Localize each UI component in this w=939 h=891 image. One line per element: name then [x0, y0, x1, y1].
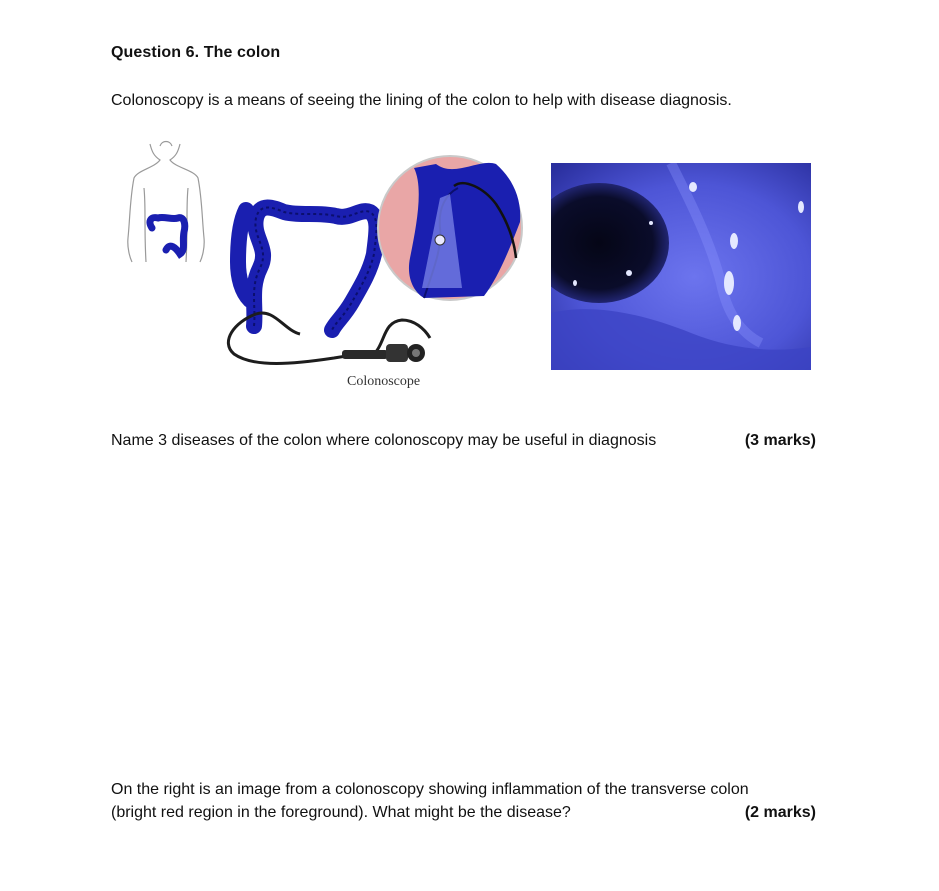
part-b-line2: (bright red region in the foreground). What might be the disease? [111, 804, 571, 821]
answer-space[interactable] [111, 462, 816, 762]
colonoscope-label: Colonoscope [347, 374, 421, 389]
question-intro: Colonoscopy is a means of seeing the lining of the colon to help with disease diagnosis. [111, 92, 732, 109]
colonoscopy-illustration [124, 138, 534, 398]
part-b-row [111, 781, 816, 827]
part-b-marks: (2 marks) [744, 804, 816, 821]
large-colon-shape [238, 208, 377, 331]
question-title: Question 6. The colon [111, 44, 281, 61]
endoscopy-image [551, 163, 811, 370]
part-a-marks: (3 marks) [744, 432, 816, 449]
part-a-row [111, 432, 816, 454]
small-colon-shape [150, 217, 185, 254]
colon-inset-magnified [378, 156, 522, 300]
part-a-text: Name 3 diseases of the colon where colonoscopy may be useful in diagnosis [111, 432, 657, 449]
body-outline-figure [128, 142, 204, 263]
colonoscope-handle [342, 344, 425, 362]
part-b-line1: On the right is an image from a colonoscopy showing inflammation of the transverse colon [111, 781, 749, 798]
